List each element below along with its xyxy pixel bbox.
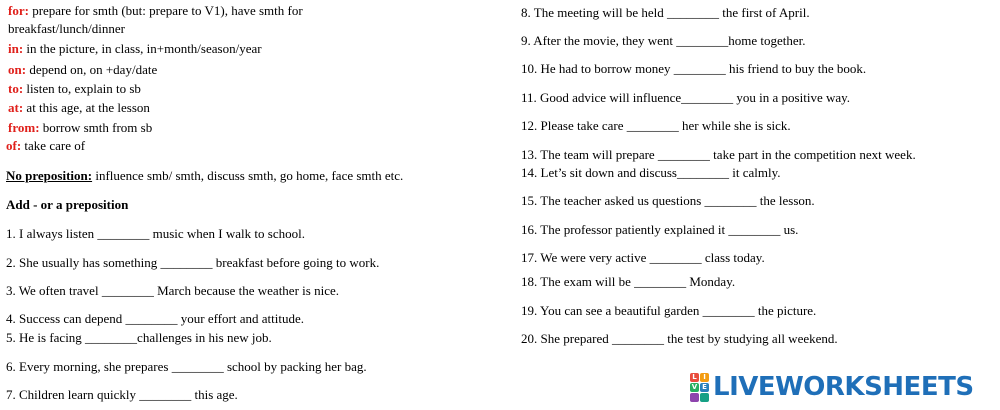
keyword-from: from: — [8, 120, 40, 135]
logo-tile: L — [690, 373, 699, 382]
exercise-item-5: 5. He is facing ________challenges in his new job. — [6, 330, 272, 345]
liveworksheets-logo[interactable] — [690, 372, 974, 402]
keyword-no-preposition: No preposition: — [6, 168, 93, 183]
logo-tile: E — [700, 383, 709, 392]
exercise-item-20: 20. She prepared ________ the test by studying all weekend. — [521, 331, 838, 346]
note-on — [8, 62, 157, 77]
exercise-item-17: 17. We were very active ________ class today. — [521, 250, 765, 265]
note-from — [8, 120, 152, 135]
note-for-continued: breakfast/lunch/dinner — [8, 21, 125, 36]
logo-tile: V — [691, 382, 698, 391]
note-of — [6, 138, 85, 153]
exercise-heading: Add - or a preposition — [6, 197, 129, 212]
exercise-item-7: 7. Children learn quickly ________ this age. — [6, 387, 238, 402]
liveworksheets-logo-icon — [690, 373, 709, 402]
note-on-text: depend on, on +day/date — [26, 62, 158, 77]
note-no-preposition — [6, 168, 403, 183]
exercise-item-13: 13. The team will prepare ________ take part in the competition next week. — [521, 147, 916, 162]
keyword-on: on: — [8, 62, 27, 77]
note-to-text: listen to, explain to sb — [23, 81, 141, 96]
note-in — [8, 41, 262, 56]
keyword-to: to: — [8, 81, 24, 96]
note-no-preposition-text: influence smb/ smth, discuss smth, go home, face smth etc. — [92, 168, 404, 183]
exercise-item-14: 14. Let’s sit down and discuss________ it calmly. — [521, 165, 781, 180]
exercise-item-19: 19. You can see a beautiful garden ________ the picture. — [521, 303, 817, 318]
exercise-item-8: 8. The meeting will be held ________ the first of April. — [521, 5, 810, 20]
exercise-item-10: 10. He had to borrow money ________ his friend to buy the book. — [521, 61, 867, 76]
exercise-item-4: 4. Success can depend ________ your effort and attitude. — [6, 311, 304, 326]
exercise-item-12: 12. Please take care ________ her while she is sick. — [521, 118, 791, 133]
liveworksheets-logo-text: LIVEWORKSHEETS — [713, 372, 974, 402]
keyword-of: of: — [6, 138, 22, 153]
exercise-item-3: 3. We often travel ________ March because the weather is nice. — [6, 283, 339, 298]
note-of-text: take care of — [21, 138, 86, 153]
logo-tile — [700, 393, 709, 402]
logo-tile: I — [700, 373, 709, 382]
exercise-item-1: 1. I always listen ________ music when I walk to school. — [6, 226, 305, 241]
exercise-item-2: 2. She usually has something ________ breakfast before going to work. — [6, 255, 380, 270]
note-to — [8, 81, 141, 96]
exercise-item-6: 6. Every morning, she prepares ________ school by packing her bag. — [6, 359, 367, 374]
exercise-item-9: 9. After the movie, they went ________home together. — [521, 33, 806, 48]
note-at — [8, 100, 150, 115]
logo-tile — [690, 393, 699, 402]
keyword-at: at: — [8, 100, 24, 115]
exercise-item-11: 11. Good advice will influence________ you in a positive way. — [521, 90, 851, 105]
exercise-item-18: 18. The exam will be ________ Monday. — [521, 274, 736, 289]
note-from-text: borrow smth from sb — [39, 120, 153, 135]
keyword-in: in: — [8, 41, 24, 56]
note-at-text: at this age, at the lesson — [23, 100, 150, 115]
note-for-text: prepare for smth (but: prepare to V1), have smth for — [28, 3, 303, 18]
exercise-item-15: 15. The teacher asked us questions ________ the lesson. — [521, 193, 815, 208]
keyword-for: for: — [8, 3, 29, 18]
exercise-item-16: 16. The professor patiently explained it ________ us. — [521, 222, 799, 237]
note-in-text: in the picture, in class, in+month/season/year — [23, 41, 262, 56]
note-for — [8, 3, 303, 18]
